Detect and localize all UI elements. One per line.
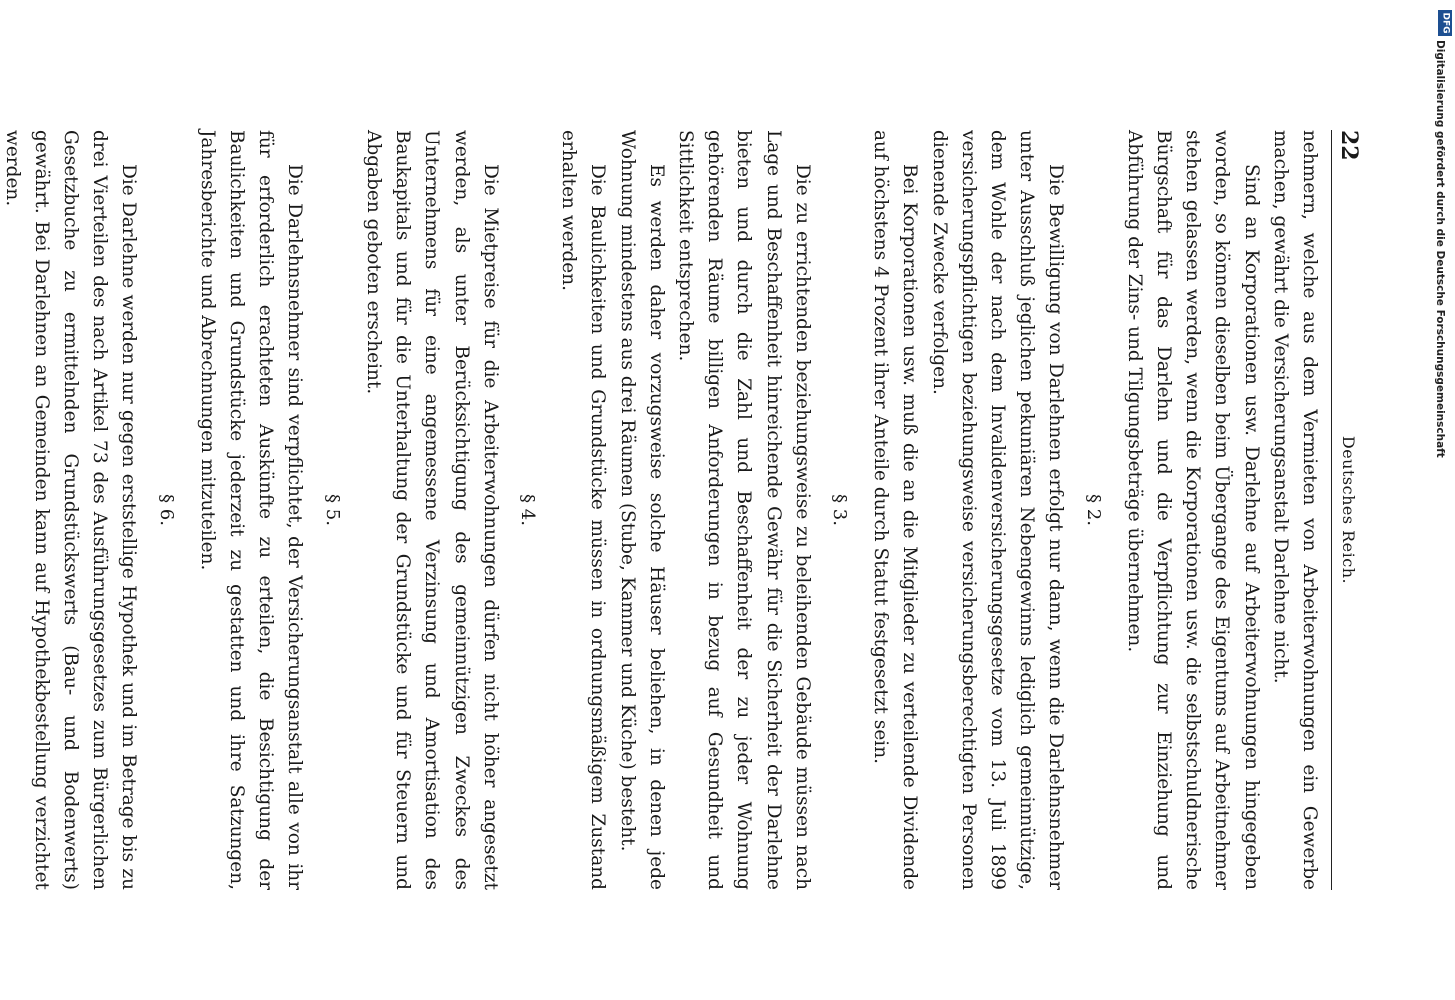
page-body (0, 130, 1324, 890)
body-paragraph: Die Mietpreise für die Arbeiterwohnungen dürfen nicht höher angesetzt werden, als unter Berücksichtigung des gemeinnützigen Zweckes des Unternehmens für eine angemessene Verzinsung und Amortisation des Baukapitals und für die Unterhaltung der Grundstücke und für Steuern und Abgaben geboten erscheint. (362, 130, 501, 890)
digitization-credit: Digitalisierung gefördert durch die Deutsche Forschungsgemeinschaft (1434, 40, 1446, 458)
section-heading: § 2. (1082, 494, 1104, 526)
body-paragraph: Es werden daher vorzugsweise solche Häuser beliehen, in denen jede Wohnung mindestens aus drei Räumen (Stube, Kammer und Küche) besteht. (616, 130, 667, 890)
dfg-logo (1438, 10, 1452, 36)
page-header (1331, 130, 1368, 890)
section-heading: § 6. (155, 494, 177, 526)
body-paragraph: Die Bewilligung von Darlehnen erfolgt nur dann, wenn die Darlehnsnehmer unter Ausschluß jeglichen pekuniären Nebengewinns lediglich gemeinnützige, dem Wohle der nach dem Invalidenversicherungsgesetze vom 13. Juli 1899 versicherungspflichtigen beziehungsweise versicherungsberechtigten Personen dienende Zwecke verfolgen. (928, 130, 1067, 890)
dfg-logo-text: DFG (1440, 12, 1451, 34)
body-paragraph: Bei Korporationen usw. muß die an die Mitglieder zu verteilende Dividende auf höchstens 4 Prozent ihrer Anteile durch Statut festgesetzt sein. (870, 130, 921, 890)
body-paragraph: nehmern, welche aus dem Vermieten von Arbeiterwohnungen ein Gewerbe machen, gewährt die Versicherungsanstalt Darlehne nicht. (1269, 130, 1320, 890)
document-page (1, 130, 1368, 890)
running-head: Deutsches Reich. (1339, 435, 1358, 585)
section-heading: § 3. (828, 494, 850, 526)
section-heading: § 4. (516, 494, 538, 526)
body-paragraph: Die Darlehne werden nur gegen erststellige Hypothek und im Betrage bis zu drei Vierteilen des nach Artikel 73 des Ausführungsgesetzes zum Bürgerlichen Gesetzbuche zu ermittelnden Grundstückswerts (Bau- und Bodenwerts) gewährt. Bei Darlehnen an Gemeinden kann auf Hypothekbestellung verzichtet werden. (1, 130, 140, 890)
body-paragraph: Die Darlehnsnehmer sind verpflichtet, der Versicherungsanstalt alle von ihr für erforderlich erachteten Auskünfte zu erteilen, die Besichtigung der Baulichkeiten und Grundstücke jederzeit zu gestatten und ihre Satzungen, Jahresberichte und Abrechnungen mitzuteilen. (196, 130, 306, 890)
body-paragraph: Sind an Korporationen usw. Darlehne auf Arbeiterwohnungen hingegeben worden, so können dieselben beim Übergange des Eigentums auf Arbeitnehmer stehen gelassen werden, wenn die Korporationen usw. die selbstschuldnerische Bürgschaft für das Darlehn und die Verpflichtung zur Einziehung und Abführung der Zins- und Tilgungsbeträge übernehmen. (1123, 130, 1262, 890)
body-paragraph: Die zu errichtenden beziehungsweise zu beleihenden Gebäude müssen nach Lage und Beschaffenheit hinreichende Gewähr für die Sicherheit der Darlehne bieten und durch die Zahl und Beschaffenheit der zu jeder Wohnung gehörenden Räume billigen Anforderungen in bezug auf Gesundheit und Sittlichkeit entsprechen. (674, 130, 813, 890)
body-paragraph: Die Baulichkeiten und Grundstücke müssen in ordnungsmäßigem Zustand erhalten werden. (558, 130, 609, 890)
section-heading: § 5. (321, 494, 343, 526)
page-number: 22 (1336, 130, 1362, 161)
